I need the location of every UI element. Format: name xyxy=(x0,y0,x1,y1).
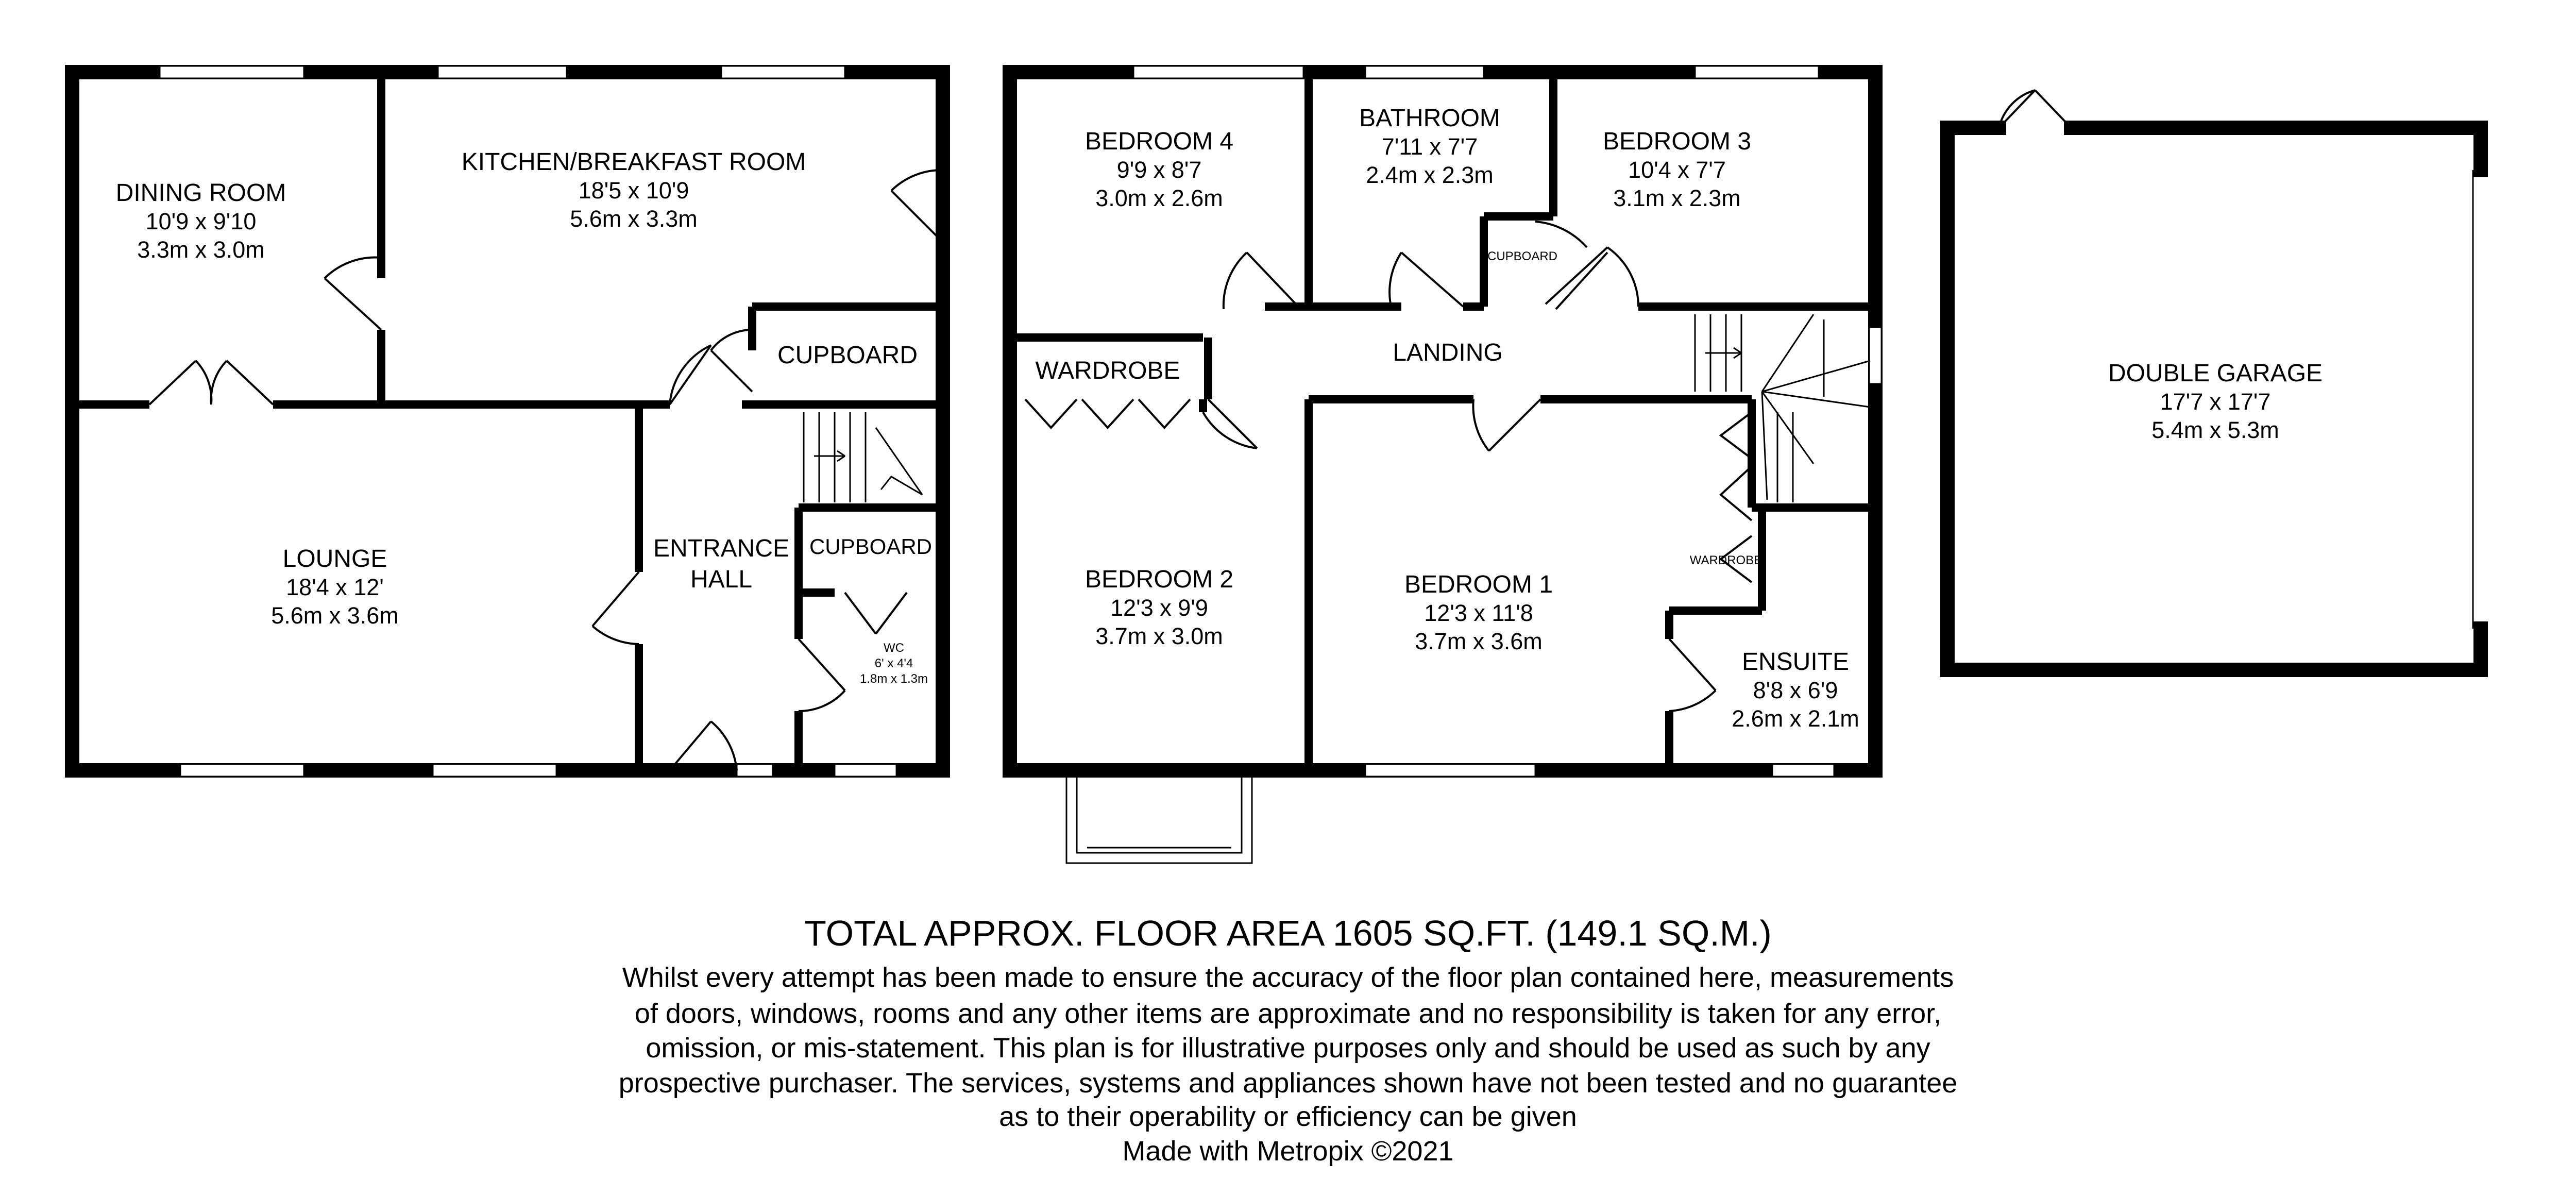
bed4-window xyxy=(1133,66,1303,78)
bath-window xyxy=(1365,66,1484,78)
bath-imperial: 7'11 x 7'7 xyxy=(1381,133,1478,160)
landing-name: LANDING xyxy=(1393,339,1503,366)
hall-kitchen-door xyxy=(670,345,711,404)
wardrobe-left-name: WARDROBE xyxy=(1035,357,1180,384)
bed2-imperial: 12'3 x 9'9 xyxy=(1110,595,1208,621)
cupboard-lower-name: CUPBOARD xyxy=(809,534,933,559)
garage-imperial: 17'7 x 17'7 xyxy=(2160,389,2271,415)
disclaimer-line-3: omission, or mis-statement. This plan is for illustrative purposes only and should be used as such by any xyxy=(646,1033,1930,1064)
bed2-name: BEDROOM 2 xyxy=(1084,566,1234,593)
kitchen-metric: 5.6m x 3.3m xyxy=(570,206,698,232)
lounge-door xyxy=(592,572,639,644)
ensuite-imperial: 8'8 x 6'9 xyxy=(1753,677,1838,703)
dining-room-name: DINING ROOM xyxy=(115,179,286,207)
ground-floor-outer-wall xyxy=(72,72,943,770)
ground-floor xyxy=(72,66,943,777)
wc-name: WC xyxy=(884,641,904,655)
dining-window xyxy=(160,66,304,78)
dining-kitchen-door xyxy=(325,258,381,330)
bed1-name: BEDROOM 1 xyxy=(1404,571,1553,598)
wc-window xyxy=(835,764,896,777)
kitchen-back-door xyxy=(891,170,943,242)
disclaimer-line-2: of doors, windows, rooms and any other items are approximate and no responsibility is taken for any error, xyxy=(634,998,1942,1029)
garage-metric: 5.4m x 5.3m xyxy=(2151,417,2279,443)
landing-left-door xyxy=(1203,399,1257,448)
ensuite-name: ENSUITE xyxy=(1741,648,1850,676)
wc-door xyxy=(799,639,845,711)
kitchen-window-right xyxy=(721,66,845,78)
cupboard-upper-door xyxy=(711,330,752,392)
bed2-bay-window xyxy=(1066,770,1252,863)
dining-room-metric: 3.3m x 3.0m xyxy=(137,237,265,263)
landing-window xyxy=(1869,327,1882,384)
bed3-metric: 3.1m x 2.3m xyxy=(1613,185,1741,211)
bed3-door xyxy=(1556,252,1607,309)
lounge-metric: 5.6m x 3.6m xyxy=(271,602,399,629)
total-floor-area: TOTAL APPROX. FLOOR AREA 1605 SQ.FT. (149.1 SQ.M.) xyxy=(804,913,1772,953)
kitchen-name: KITCHEN/BREAKFAST ROOM xyxy=(461,148,806,176)
lounge-window-right xyxy=(433,764,556,777)
wardrobe-left-doors xyxy=(1025,399,1190,428)
disclaimer-line-5: as to their operability or efficiency can be given xyxy=(999,1101,1577,1132)
cupboard-lower-door xyxy=(845,593,907,634)
bath-name: BATHROOM xyxy=(1359,105,1500,132)
footer xyxy=(619,913,1958,1167)
lounge-window-left xyxy=(180,764,304,777)
dining-room-imperial: 10'9 x 9'10 xyxy=(145,208,257,234)
first-floor-stairs xyxy=(1695,314,1870,502)
bed4-door xyxy=(1224,252,1298,309)
entrance-hall-name-line2: HALL xyxy=(690,566,753,593)
bed3-window xyxy=(1695,66,1819,78)
bed4-imperial: 9'9 x 8'7 xyxy=(1116,157,1202,183)
bed1-metric: 3.7m x 3.6m xyxy=(1415,628,1543,654)
first-floor-cupboard-name: CUPBOARD xyxy=(1487,249,1558,263)
hall-window xyxy=(737,764,773,777)
ensuite-metric: 2.6m x 2.1m xyxy=(1732,705,1859,732)
entrance-hall-name-line1: ENTRANCE xyxy=(653,535,790,562)
disclaimer-line-4: prospective purchaser. The services, systems and appliances shown have not been tested and no guarantee xyxy=(618,1068,1958,1099)
wc-metric: 1.8m x 1.3m xyxy=(859,672,928,686)
garage xyxy=(1947,90,2481,670)
garage-side-door xyxy=(1999,90,2071,128)
garage-name: DOUBLE GARAGE xyxy=(2108,360,2323,387)
kitchen-window-left xyxy=(438,66,567,78)
bed1-door xyxy=(1473,399,1540,451)
ensuite-window xyxy=(1772,764,1834,777)
bed4-metric: 3.0m x 2.6m xyxy=(1095,185,1223,211)
lounge-imperial: 18'4 x 12' xyxy=(286,574,384,600)
bed3-imperial: 10'4 x 7'7 xyxy=(1628,157,1726,183)
cupboard-upper-name: CUPBOARD xyxy=(777,342,918,369)
dining-lounge-double-door xyxy=(149,361,273,404)
front-door xyxy=(670,721,737,770)
disclaimer-line-1: Whilst every attempt has been made to ensure the accuracy of the floor plan contained here, measurements xyxy=(622,962,1954,993)
ground-floor-stairs xyxy=(804,412,922,502)
kitchen-imperial: 18'5 x 10'9 xyxy=(578,177,689,204)
bath-metric: 2.4m x 2.3m xyxy=(1366,162,1494,188)
first-floor xyxy=(1010,66,1882,863)
ensuite-door xyxy=(1669,639,1716,711)
bed3-name: BEDROOM 3 xyxy=(1602,128,1752,155)
bath-door xyxy=(1389,252,1463,307)
cupboard-door xyxy=(1535,222,1638,307)
bed1-window xyxy=(1365,764,1535,777)
lounge-name: LOUNGE xyxy=(282,545,387,572)
bed1-imperial: 12'3 x 11'8 xyxy=(1424,600,1533,626)
bed4-name: BEDROOM 4 xyxy=(1084,128,1234,155)
wardrobe-right-name: WARDROBE xyxy=(1689,553,1762,567)
bed2-metric: 3.7m x 3.0m xyxy=(1095,623,1223,649)
wc-imperial: 6' x 4'4 xyxy=(874,656,913,670)
metropix-credit: Made with Metropix ©2021 xyxy=(1122,1136,1454,1167)
